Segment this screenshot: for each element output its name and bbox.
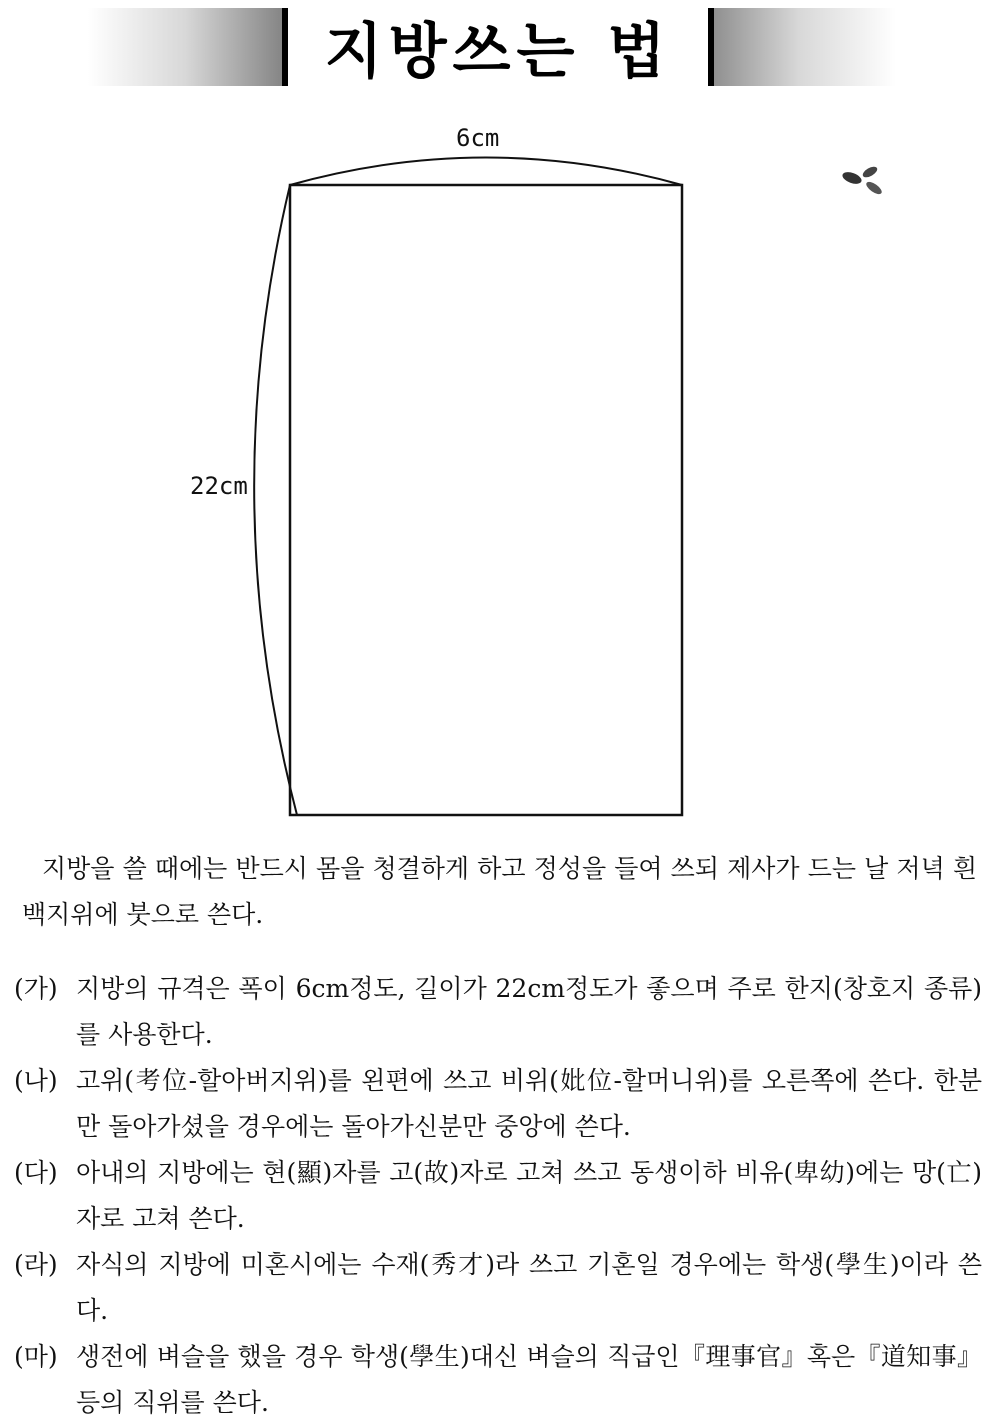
item-mark: (라)	[14, 1250, 58, 1279]
list-item	[14, 966, 982, 1058]
item-text: 아내의 지방에는 현(顯)자를 고(故)자로 고쳐 쓰고 동생이하 비유(卑幼)에는 망(亡)자로 고쳐 쓴다.	[76, 1158, 982, 1233]
list-item	[14, 1242, 982, 1334]
list-item	[14, 1150, 982, 1242]
item-text: 지방의 규격은 폭이 6cm정도, 길이가 22cm정도가 좋으며 주로 한지(창호지 종류)를 사용한다.	[76, 974, 982, 1049]
width-arc	[290, 158, 682, 186]
item-text: 자식의 지방에 미혼시에는 수재(秀才)라 쓰고 기혼일 경우에는 학생(學生)이라 쓴다.	[76, 1250, 982, 1325]
list-item	[14, 1058, 982, 1150]
intro-paragraph	[22, 846, 977, 938]
item-text: 고위(考位-할아버지위)를 왼편에 쓰고 비위(妣位-할머니위)를 오른쪽에 쓴다. 한분만 돌아가셨을 경우에는 돌아가신분만 중앙에 쓴다.	[76, 1066, 982, 1141]
item-mark: (다)	[14, 1158, 58, 1187]
leaf-icon	[836, 162, 890, 198]
width-label: 6cm	[456, 124, 500, 152]
list-item	[14, 1334, 982, 1426]
item-mark: (나)	[14, 1066, 58, 1095]
item-mark: (마)	[14, 1342, 58, 1371]
paper-rectangle	[290, 185, 682, 815]
rules-list	[14, 966, 982, 1426]
item-mark: (가)	[14, 974, 58, 1003]
page-title: 지방쓰는 법	[324, 17, 672, 87]
height-label: 22cm	[190, 472, 248, 500]
item-text: 생전에 벼슬을 했을 경우 학생(學生)대신 벼슬의 직급인『理事官』혹은『道知事』등의 직위를 쓴다.	[76, 1342, 982, 1417]
intro-text: 지방을 쓸 때에는 반드시 몸을 청결하게 하고 정성을 들여 쓰되 제사가 드는 날 저녁 흰백지위에 붓으로 쓴다.	[22, 854, 977, 929]
